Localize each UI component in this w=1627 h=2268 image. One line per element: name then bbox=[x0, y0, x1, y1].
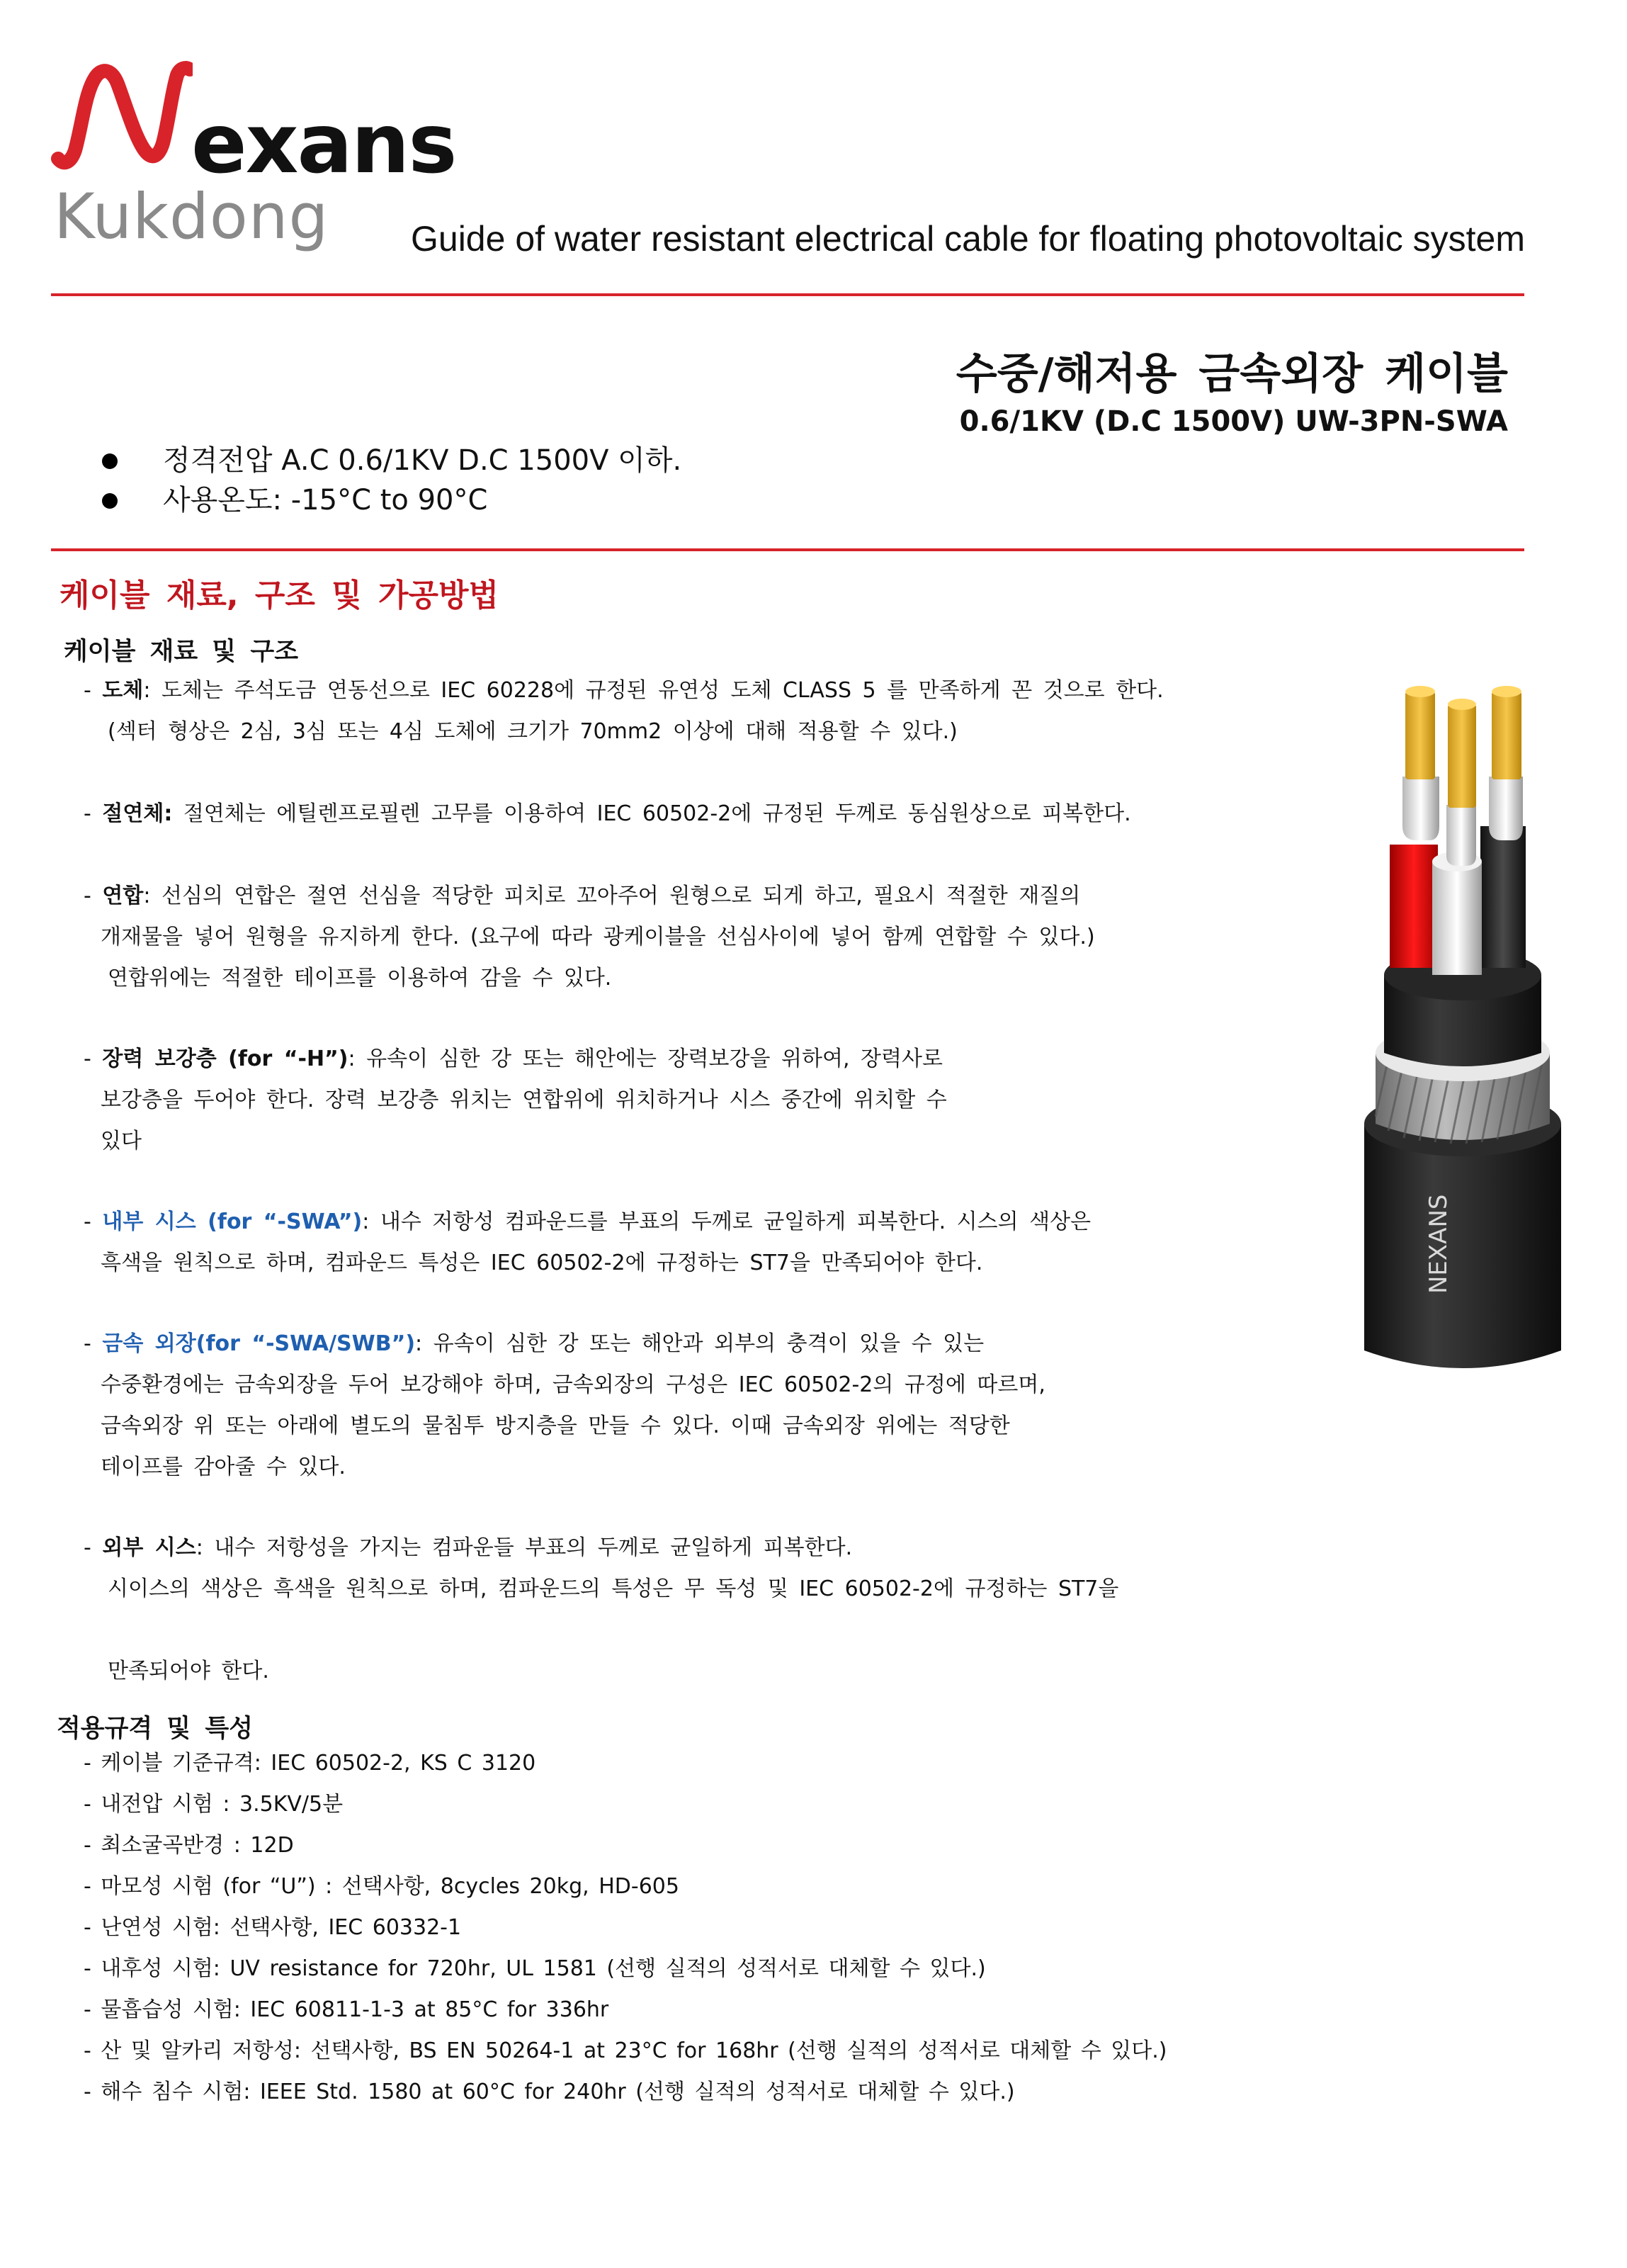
outer-sheath-label: 외부 시스 bbox=[102, 1535, 196, 1560]
assembly-paragraph: - 연합: 선심의 연합은 절연 선심을 적당한 피치로 꼬아주어 원형으로 되게 하고, 필요시 적절한 재질의 개재물을 넣어 원형을 유지하게 한다. (요구에 따라 광케이블을 선심사이에 넣어 함께 연합할 수 있다.) 연합위에는 적절한 테이프를 이용하여 감을 수 있다. bbox=[84, 884, 1095, 991]
outer-sheath-shape bbox=[1364, 1124, 1561, 1368]
armour-paragraph: - 금속 외장(for “-SWA/SWB”): 유속이 심한 강 또는 해안과 외부의 충격이 있을 수 있는 수중환경에는 금속외장을 두어 보강해야 하며, 금속외장의 구성은 IEC 60502-2의 규정에 따르며, 금속외장 위 또는 아래에 별도의 물침투 방지층을 만들 수 있다. 이때 금속외장 위에는 적당한 테이프를 감아줄 수 있다. bbox=[84, 1331, 1045, 1479]
white-core-shape bbox=[1432, 862, 1482, 975]
header-divider bbox=[51, 293, 1524, 296]
list-item: - 해수 침수 시험: IEEE Std. 1580 at 60°C for 240hr (선행 실적의 성적서로 대체할 수 있다.) bbox=[84, 2080, 1015, 2104]
black-core-shape bbox=[1480, 826, 1526, 968]
outer-sheath-paragraph: - 외부 시스: 내수 저항성을 가지는 컴파운들 부표의 두께로 균일하게 피복한다. 시이스의 색상은 흑색을 원칙으로 하며, 컴파운드의 특성은 무 독성 및 IEC 60502-2에 규정하는 ST7을 bbox=[84, 1535, 1119, 1601]
materials-heading: 케이블 재료 및 구조 bbox=[64, 638, 299, 666]
standards-heading: 적용규격 및 특성 bbox=[57, 1715, 254, 1743]
list-item: - 물흡습성 시험: IEC 60811-1-3 at 85°C for 336hr bbox=[84, 1997, 609, 2022]
insulation-paragraph: - 절연체: 절연체는 에틸렌프로필렌 고무를 이용하여 IEC 60502-2에 규정된 두께로 동심원상으로 피복한다. bbox=[84, 801, 1131, 826]
inner-sheath-paragraph: - 내부 시스 (for “-SWA”): 내수 저항성 컴파운드를 부표의 두께로 균일하게 피복한다. 시스의 색상은 흑색을 원칙으로 하며, 컴파운드 특성은 IEC 60502-2에 규정하는 ST7을 만족되어야 한다. bbox=[84, 1209, 1092, 1275]
section-title: 케이블 재료, 구조 및 가공방법 bbox=[59, 577, 499, 614]
nexans-n-mark-icon bbox=[51, 60, 193, 180]
cable-print-text: NEXANS bbox=[1424, 1194, 1453, 1294]
bullet-icon bbox=[102, 453, 118, 469]
list-item: - 난연성 시험: 선택사항, IEC 60332-1 bbox=[84, 1915, 462, 1940]
standards-list bbox=[84, 1743, 1167, 2113]
list-item: - 마모성 시험 (for “U”) : 선택사항, 8cycles 20kg, HD-605 bbox=[84, 1874, 679, 1899]
conductor-label: 도체 bbox=[102, 678, 144, 703]
armour-label: 금속 외장(for “-SWA/SWB”) bbox=[102, 1331, 416, 1356]
tensile-label: 장력 보강층 (for “-H”) bbox=[102, 1046, 348, 1071]
list-item: - 내후성 시험: UV resistance for 720hr, UL 1581 (선행 실적의 성적서로 대체할 수 있다.) bbox=[84, 1956, 986, 1981]
outer-sheath-continuation: 만족되어야 한다. bbox=[108, 1659, 269, 1683]
product-title: 수중/해저용 금속외장 케이블 bbox=[956, 349, 1508, 399]
spec-list bbox=[99, 441, 681, 520]
insulation-label: 절연체: bbox=[102, 801, 173, 826]
section-divider bbox=[51, 548, 1524, 551]
logo-kukdong: Kukdong bbox=[54, 180, 329, 253]
conductor-paragraph: - 도체: 도체는 주석도금 연동선으로 IEC 60228에 규정된 유연성 도체 CLASS 5 를 만족하게 꼰 것으로 한다. (섹터 형상은 2심, 3심 또는 4심 도체에 크기가 70mm2 이상에 대해 적용할 수 있다.) bbox=[84, 678, 1164, 744]
cable-cross-section-image bbox=[1360, 670, 1565, 1379]
bullet-icon bbox=[102, 493, 118, 509]
product-model: 0.6/1KV (D.C 1500V) UW-3PN-SWA bbox=[959, 405, 1508, 438]
guide-title: Guide of water resistant electrical cable for floating photovoltaic system bbox=[411, 219, 1525, 259]
tensile-paragraph: - 장력 보강층 (for “-H”): 유속이 심한 강 또는 해안에는 장력보강을 위하여, 장력사로 보강층을 두어야 한다. 장력 보강층 위치는 연합위에 위치하거나 시스 중간에 위치할 수 있다 bbox=[84, 1046, 947, 1153]
spec-item: 사용온도: -15°C to 90°C bbox=[99, 480, 681, 520]
inner-sheath-label: 내부 시스 (for “-SWA”) bbox=[102, 1209, 363, 1234]
list-item: - 최소굴곡반경 : 12D bbox=[84, 1833, 294, 1858]
spec-item: 정격전압 A.C 0.6/1KV D.C 1500V 이하. bbox=[99, 441, 681, 480]
conductor-strand-center bbox=[1448, 704, 1476, 808]
conductor-strand-right bbox=[1492, 692, 1521, 779]
list-item: - 케이블 기준규격: IEC 60502-2, KS C 3120 bbox=[84, 1751, 536, 1776]
nexans-kukdong-logo bbox=[51, 60, 456, 265]
red-core-shape bbox=[1390, 845, 1438, 968]
conductor-strand-left bbox=[1405, 692, 1435, 779]
logo-wordmark: exans bbox=[191, 96, 456, 192]
assembly-label: 연합 bbox=[102, 884, 144, 908]
list-item: - 내전압 시험 : 3.5KV/5분 bbox=[84, 1792, 344, 1817]
list-item: - 산 및 알카리 저항성: 선택사항, BS EN 50264-1 at 23°C for 168hr (선행 실적의 성적서로 대체할 수 있다.) bbox=[84, 2038, 1167, 2063]
